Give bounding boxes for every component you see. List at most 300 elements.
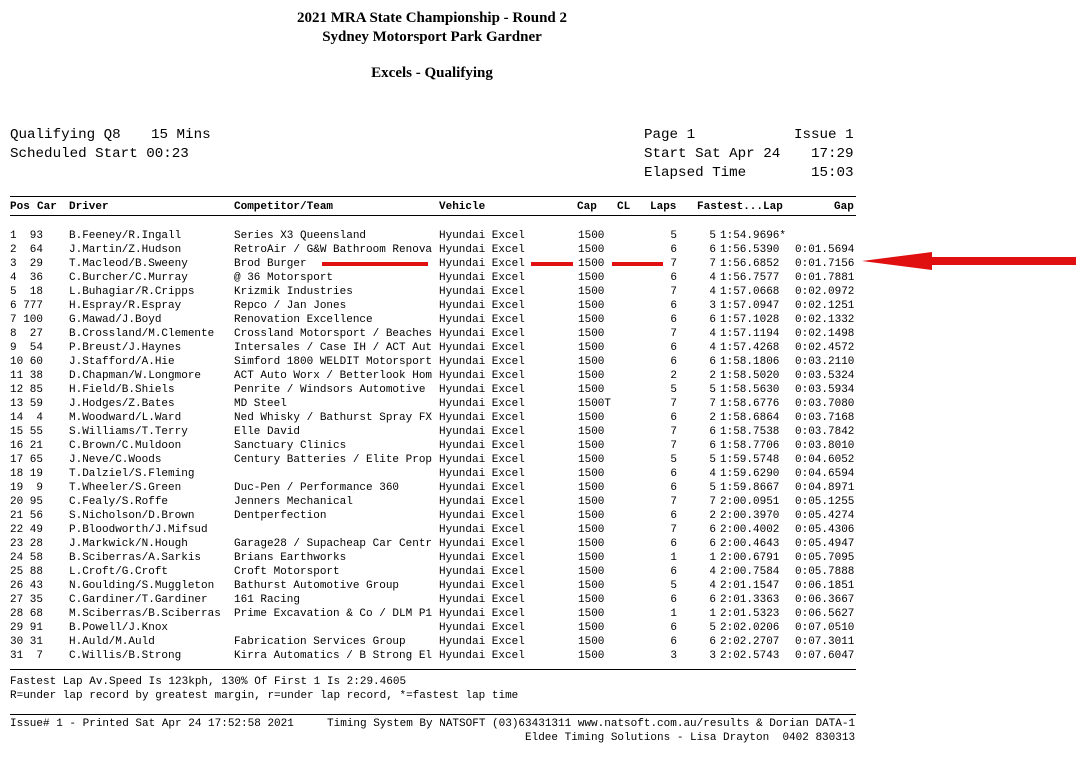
cell-laps: 7 <box>670 258 677 270</box>
cell-laps: 7 <box>670 398 677 410</box>
cell-team: Repco / Jan Jones <box>234 300 347 312</box>
cell-pos: 7 <box>10 314 17 326</box>
cell-team: Elle David <box>234 426 301 438</box>
cell-laps: 7 <box>670 440 677 452</box>
cell-fastest-time: 2:00.6791 <box>720 552 780 564</box>
cell-fastest-lap-number: 4 <box>709 468 716 480</box>
cell-cap: 1500 <box>578 552 605 564</box>
cell-car: 9 <box>36 482 43 494</box>
cell-car: 31 <box>29 636 43 648</box>
cell-fastest-time: 2:00.3970 <box>720 510 780 522</box>
cell-vehicle: Hyundai Excel <box>439 230 525 242</box>
cell-pos: 4 <box>10 272 17 284</box>
issue-number: Issue 1 <box>794 127 854 143</box>
col-fastest: Fastest...Lap <box>697 201 783 213</box>
footer-rule-bottom <box>10 714 856 715</box>
cell-fastest-time: 2:02.5743 <box>720 650 780 662</box>
cell-driver: C.Gardiner/T.Gardiner <box>69 594 208 606</box>
cell-car: 29 <box>29 258 43 270</box>
cell-laps: 7 <box>670 426 677 438</box>
cell-gap: 0:01.7881 <box>795 272 855 284</box>
cell-gap: 0:03.7842 <box>795 426 855 438</box>
cell-vehicle: Hyundai Excel <box>439 636 525 648</box>
cell-driver: J.Markwick/N.Hough <box>69 538 188 550</box>
cell-car: 27 <box>29 328 43 340</box>
cell-driver: T.Macleod/B.Sweeny <box>69 258 188 270</box>
cell-team: Simford 1800 WELDIT Motorsport <box>234 356 433 368</box>
venue-title: Sydney Motorsport Park Gardner <box>322 29 542 45</box>
cell-team: Series X3 Queensland <box>234 230 367 242</box>
cell-fastest-lap-number: 3 <box>709 650 716 662</box>
cell-team: Croft Motorsport <box>234 566 340 578</box>
cell-car: 91 <box>29 622 43 634</box>
cell-car: 60 <box>29 356 43 368</box>
cell-car: 21 <box>29 440 43 452</box>
cell-gap: 0:06.3667 <box>795 594 855 606</box>
cell-fastest-time: 1:54.9696* <box>720 230 787 242</box>
cell-cap: 1500 <box>578 440 605 452</box>
cell-cap: 1500 <box>578 356 605 368</box>
cell-vehicle: Hyundai Excel <box>439 608 525 620</box>
cell-fastest-time: 1:56.7577 <box>720 272 780 284</box>
col-car: Car <box>37 201 57 213</box>
cell-laps: 6 <box>670 566 677 578</box>
cell-car: 36 <box>29 272 43 284</box>
cell-driver: S.Nicholson/D.Brown <box>69 510 195 522</box>
cell-cap: 1500 <box>578 300 605 312</box>
cell-cap: 1500 <box>578 272 605 284</box>
cell-pos: 23 <box>10 538 24 550</box>
cell-laps: 1 <box>670 552 677 564</box>
cell-fastest-time: 2:00.4643 <box>720 538 780 550</box>
cell-gap: 0:03.5324 <box>795 370 855 382</box>
cell-laps: 7 <box>670 328 677 340</box>
session-name: Qualifying Q8 <box>10 127 121 143</box>
cell-team: Penrite / Windsors Automotive <box>234 384 426 396</box>
cell-gap: 0:05.4274 <box>795 510 855 522</box>
cell-cap: 1500 <box>578 566 605 578</box>
cell-cap: 1500 <box>578 384 605 396</box>
cell-car: 59 <box>29 398 43 410</box>
cell-driver: C.Fealy/S.Roffe <box>69 496 169 508</box>
col-gap: Gap <box>834 201 854 213</box>
cell-driver: T.Wheeler/S.Green <box>69 482 182 494</box>
cell-cap: 1500 <box>578 258 605 270</box>
cell-fastest-time: 1:58.7538 <box>720 426 780 438</box>
cell-team: 161 Racing <box>234 594 301 606</box>
cell-fastest-lap-number: 1 <box>709 608 716 620</box>
cell-vehicle: Hyundai Excel <box>439 398 525 410</box>
cell-driver: L.Croft/G.Croft <box>69 566 169 578</box>
cell-gap: 0:05.7095 <box>795 552 855 564</box>
cell-driver: C.Willis/B.Strong <box>69 650 182 662</box>
cell-laps: 3 <box>670 650 677 662</box>
cell-laps: 5 <box>670 454 677 466</box>
cell-pos: 25 <box>10 566 24 578</box>
cell-fastest-time: 1:56.6852 <box>720 258 780 270</box>
cell-gap: 0:06.5627 <box>795 608 855 620</box>
cell-cap: 1500 <box>578 482 605 494</box>
cell-pos: 26 <box>10 580 24 592</box>
cell-laps: 2 <box>670 370 677 382</box>
cell-team: MD Steel <box>234 398 287 410</box>
cell-laps: 6 <box>670 244 677 256</box>
cell-laps: 5 <box>670 230 677 242</box>
cell-pos: 17 <box>10 454 24 466</box>
cell-fastest-lap-number: 6 <box>709 538 716 550</box>
cell-team: Brians Earthworks <box>234 552 347 564</box>
cell-pos: 5 <box>10 286 17 298</box>
cell-gap: 0:03.5934 <box>795 384 855 396</box>
cell-fastest-time: 1:58.5020 <box>720 370 780 382</box>
cell-vehicle: Hyundai Excel <box>439 300 525 312</box>
cell-pos: 24 <box>10 552 24 564</box>
cell-cap: 1500 <box>578 524 605 536</box>
cell-driver: B.Feeney/R.Ingall <box>69 230 182 242</box>
cell-car: 95 <box>29 496 43 508</box>
cell-fastest-time: 1:58.1806 <box>720 356 780 368</box>
cell-cap: 1500 <box>578 328 605 340</box>
cell-fastest-time: 2:01.5323 <box>720 608 780 620</box>
cell-gap: 0:03.2110 <box>795 356 855 368</box>
cell-laps: 6 <box>670 314 677 326</box>
session-title: Excels - Qualifying <box>371 65 493 81</box>
cell-car: 55 <box>29 426 43 438</box>
cell-fastest-lap-number: 7 <box>709 398 716 410</box>
cell-fastest-lap-number: 5 <box>709 482 716 494</box>
cell-fastest-time: 1:56.5390 <box>720 244 780 256</box>
cell-pos: 16 <box>10 440 24 452</box>
cell-cap: 1500 <box>578 468 605 480</box>
cell-gap: 0:03.8010 <box>795 440 855 452</box>
cell-fastest-time: 2:00.0951 <box>720 496 780 508</box>
cell-fastest-lap-number: 2 <box>709 370 716 382</box>
cell-fastest-lap-number: 4 <box>709 328 716 340</box>
highlight-bar-vehicle <box>531 262 573 266</box>
cell-cap: 1500 <box>578 244 605 256</box>
cell-driver: H.Espray/R.Espray <box>69 300 182 312</box>
cell-vehicle: Hyundai Excel <box>439 580 525 592</box>
cell-team: Intersales / Case IH / ACT Aut <box>234 342 433 354</box>
cell-laps: 1 <box>670 608 677 620</box>
cell-driver: C.Brown/C.Muldoon <box>69 440 182 452</box>
cell-vehicle: Hyundai Excel <box>439 272 525 284</box>
cell-fastest-time: 1:59.5748 <box>720 454 780 466</box>
cell-vehicle: Hyundai Excel <box>439 244 525 256</box>
cell-cap: 1500 <box>578 594 605 606</box>
cell-cap: 1500 <box>578 510 605 522</box>
cell-laps: 6 <box>670 636 677 648</box>
cell-fastest-time: 1:57.4268 <box>720 342 780 354</box>
cell-car: 100 <box>23 314 43 326</box>
cell-fastest-lap-number: 6 <box>709 356 716 368</box>
cell-vehicle: Hyundai Excel <box>439 370 525 382</box>
cell-driver: H.Field/B.Shiels <box>69 384 175 396</box>
cell-cap: 1500 <box>578 538 605 550</box>
cell-team: Duc-Pen / Performance 360 <box>234 482 400 494</box>
cell-gap: 0:01.7156 <box>795 258 855 270</box>
col-driver: Driver <box>69 201 109 213</box>
cell-fastest-time: 1:57.0947 <box>720 300 780 312</box>
cell-gap: 0:02.1332 <box>795 314 855 326</box>
cell-driver: M.Woodward/L.Ward <box>69 412 182 424</box>
cell-fastest-lap-number: 2 <box>709 412 716 424</box>
cell-fastest-lap-number: 6 <box>709 524 716 536</box>
cell-gap: 0:04.8971 <box>795 482 855 494</box>
cell-fastest-lap-number: 6 <box>709 314 716 326</box>
cell-laps: 6 <box>670 300 677 312</box>
cell-vehicle: Hyundai Excel <box>439 286 525 298</box>
cell-fastest-lap-number: 6 <box>709 426 716 438</box>
cell-pos: 10 <box>10 356 24 368</box>
cell-car: 4 <box>36 412 43 424</box>
cell-team: @ 36 Motorsport <box>234 272 334 284</box>
results-title: 2021 MRA State Championship - Round 2 <box>296 10 568 26</box>
cell-driver: P.Bloodworth/J.Mifsud <box>69 524 208 536</box>
cell-fastest-time: 1:57.0668 <box>720 286 780 298</box>
cell-driver: B.Sciberras/A.Sarkis <box>69 552 202 564</box>
cell-laps: 6 <box>670 356 677 368</box>
cell-vehicle: Hyundai Excel <box>439 328 525 340</box>
col-vehicle: Vehicle <box>439 201 486 213</box>
cell-driver: P.Breust/J.Haynes <box>69 342 182 354</box>
cell-pos: 27 <box>10 594 24 606</box>
cell-laps: 7 <box>670 524 677 536</box>
cell-vehicle: Hyundai Excel <box>439 622 525 634</box>
cell-pos: 20 <box>10 496 24 508</box>
cell-pos: 9 <box>10 342 17 354</box>
cell-gap: 0:02.4572 <box>795 342 855 354</box>
cell-cap: 1500 <box>578 412 605 424</box>
cell-vehicle: Hyundai Excel <box>439 314 525 326</box>
cell-car: 43 <box>29 580 43 592</box>
cell-vehicle: Hyundai Excel <box>439 384 525 396</box>
cell-driver: N.Goulding/S.Muggleton <box>69 580 215 592</box>
cell-cap: 1500 <box>578 580 605 592</box>
cell-vehicle: Hyundai Excel <box>439 482 525 494</box>
cell-vehicle: Hyundai Excel <box>439 538 525 550</box>
cell-car: 93 <box>29 230 43 242</box>
cell-fastest-lap-number: 6 <box>709 636 716 648</box>
cell-fastest-time: 1:58.6864 <box>720 412 780 424</box>
cell-driver: B.Powell/J.Knox <box>69 622 169 634</box>
cell-driver: D.Chapman/W.Longmore <box>69 370 202 382</box>
cell-cap: 1500 <box>578 230 605 242</box>
cell-car: 64 <box>29 244 43 256</box>
timing-system-info: Timing System By NATSOFT (03)63431311 www.natsoft.com.au/results & Dorian DATA-1 <box>327 718 856 730</box>
cell-cap: 1500 <box>578 636 605 648</box>
cell-laps: 6 <box>670 622 677 634</box>
cell-gap: 0:05.7888 <box>795 566 855 578</box>
cell-gap: 0:04.6052 <box>795 454 855 466</box>
cell-fastest-time: 2:02.2707 <box>720 636 780 648</box>
cell-fastest-time: 2:02.0206 <box>720 622 780 634</box>
cell-cap: 1500 <box>578 454 605 466</box>
cell-fastest-time: 2:00.7584 <box>720 566 780 578</box>
cell-car: 7 <box>36 650 43 662</box>
cell-vehicle: Hyundai Excel <box>439 426 525 438</box>
cell-car: 88 <box>29 566 43 578</box>
cell-team: Ned Whisky / Bathurst Spray FX <box>234 412 433 424</box>
cell-pos: 14 <box>10 412 24 424</box>
cell-team: Renovation Excellence <box>234 314 373 326</box>
cell-team: Dentperfection <box>234 510 327 522</box>
cell-fastest-time: 1:59.8667 <box>720 482 780 494</box>
cell-fastest-lap-number: 2 <box>709 510 716 522</box>
cell-fastest-lap-number: 5 <box>709 230 716 242</box>
cell-gap: 0:03.7080 <box>795 398 855 410</box>
cell-pos: 15 <box>10 426 24 438</box>
cell-vehicle: Hyundai Excel <box>439 468 525 480</box>
cell-team: Fabrication Services Group <box>234 636 406 648</box>
cell-fastest-lap-number: 4 <box>709 566 716 578</box>
cell-vehicle: Hyundai Excel <box>439 440 525 452</box>
cell-fastest-lap-number: 5 <box>709 622 716 634</box>
cell-driver: S.Williams/T.Terry <box>69 426 188 438</box>
cell-fastest-time: 2:01.3363 <box>720 594 780 606</box>
table-rule <box>10 215 856 216</box>
cell-laps: 6 <box>670 510 677 522</box>
cell-pos: 31 <box>10 650 24 662</box>
cell-laps: 6 <box>670 482 677 494</box>
cell-car: 777 <box>23 300 43 312</box>
highlight-bar-team <box>322 262 428 266</box>
cell-driver: J.Martin/Z.Hudson <box>69 244 182 256</box>
cell-gap: 0:02.1251 <box>795 300 855 312</box>
cell-car: 19 <box>29 468 43 480</box>
cell-cap: 1500 <box>578 426 605 438</box>
cell-driver: J.Stafford/A.Hie <box>69 356 175 368</box>
cell-car: 49 <box>29 524 43 536</box>
cell-laps: 7 <box>670 496 677 508</box>
cell-vehicle: Hyundai Excel <box>439 594 525 606</box>
cell-gap: 0:04.6594 <box>795 468 855 480</box>
cell-vehicle: Hyundai Excel <box>439 496 525 508</box>
cell-cap: 1500 <box>578 286 605 298</box>
cell-fastest-lap-number: 6 <box>709 594 716 606</box>
cell-fastest-lap-number: 5 <box>709 454 716 466</box>
cell-laps: 6 <box>670 342 677 354</box>
cell-car: 65 <box>29 454 43 466</box>
cell-cap: 1500 <box>578 496 605 508</box>
cell-cap: 1500 <box>578 650 605 662</box>
cell-fastest-time: 1:59.6290 <box>720 468 780 480</box>
cell-pos: 3 <box>10 258 17 270</box>
cell-pos: 1 <box>10 230 17 242</box>
cell-driver: C.Burcher/C.Murray <box>69 272 188 284</box>
cell-fastest-lap-number: 4 <box>709 286 716 298</box>
cell-fastest-lap-number: 6 <box>709 244 716 256</box>
cell-pos: 28 <box>10 608 24 620</box>
cell-driver: H.Auld/M.Auld <box>69 636 155 648</box>
cell-driver: M.Sciberras/B.Sciberras <box>69 608 221 620</box>
scheduled-start: Scheduled Start 00:23 <box>10 146 189 162</box>
cell-cap: 1500 <box>578 342 605 354</box>
cell-vehicle: Hyundai Excel <box>439 566 525 578</box>
elapsed-time: 15:03 <box>811 165 854 181</box>
cell-pos: 29 <box>10 622 24 634</box>
cell-pos: 19 <box>10 482 24 494</box>
cell-car: 38 <box>29 370 43 382</box>
cell-cap: 1500 <box>578 314 605 326</box>
col-pos: Pos <box>10 201 30 213</box>
elapsed-label: Elapsed Time <box>644 165 747 181</box>
col-cap: Cap <box>577 201 597 213</box>
cell-team: Sanctuary Clinics <box>234 440 347 452</box>
cell-driver: L.Buhagiar/R.Cripps <box>69 286 195 298</box>
cell-fastest-lap-number: 4 <box>709 342 716 354</box>
cell-gap: 0:05.4306 <box>795 524 855 536</box>
cell-vehicle: Hyundai Excel <box>439 552 525 564</box>
cell-vehicle: Hyundai Excel <box>439 510 525 522</box>
footer-rule-top <box>10 669 856 670</box>
cell-gap: 0:05.1255 <box>795 496 855 508</box>
cell-gap: 0:07.0510 <box>795 622 855 634</box>
fastest-lap-note: Fastest Lap Av.Speed Is 123kph, 130% Of First 1 Is 2:29.4605 <box>10 676 407 688</box>
page-number: Page 1 <box>644 127 696 143</box>
cell-team: RetroAir / G&W Bathroom Renova <box>234 244 433 256</box>
cell-team: Krizmik Industries <box>234 286 353 298</box>
cell-gap: 0:05.4947 <box>795 538 855 550</box>
cell-pos: 22 <box>10 524 24 536</box>
cell-pos: 30 <box>10 636 24 648</box>
cell-fastest-lap-number: 7 <box>709 258 716 270</box>
cell-car: 56 <box>29 510 43 522</box>
cell-vehicle: Hyundai Excel <box>439 356 525 368</box>
cell-fastest-lap-number: 7 <box>709 496 716 508</box>
cell-gap: 0:06.1851 <box>795 580 855 592</box>
cell-fastest-time: 2:00.4002 <box>720 524 780 536</box>
cell-fastest-lap-number: 1 <box>709 552 716 564</box>
start-date: Start Sat Apr 24 <box>644 146 781 162</box>
cell-car: 68 <box>29 608 43 620</box>
cell-driver: T.Dalziel/S.Fleming <box>69 468 195 480</box>
cell-fastest-time: 1:58.6776 <box>720 398 780 410</box>
cell-laps: 6 <box>670 468 677 480</box>
cell-laps: 6 <box>670 272 677 284</box>
cell-driver: J.Neve/C.Woods <box>69 454 162 466</box>
cell-fastest-time: 1:58.7706 <box>720 440 780 452</box>
cell-laps: 5 <box>670 384 677 396</box>
cell-car: 54 <box>29 342 43 354</box>
cell-gap: 0:02.0972 <box>795 286 855 298</box>
cell-fastest-lap-number: 4 <box>709 272 716 284</box>
cell-driver: G.Mawad/J.Boyd <box>69 314 162 326</box>
col-cl: CL <box>617 201 631 213</box>
cell-fastest-time: 2:01.1547 <box>720 580 780 592</box>
highlight-arrow-icon <box>862 250 1078 272</box>
cell-team: Bathurst Automotive Group <box>234 580 400 592</box>
cell-team: Century Batteries / Elite Prop <box>234 454 433 466</box>
cell-laps: 6 <box>670 412 677 424</box>
printed-info: Issue# 1 - Printed Sat Apr 24 17:52:58 2021 <box>10 718 294 730</box>
cell-fastest-lap-number: 5 <box>709 384 716 396</box>
cell-team: Kirra Automatics / B Strong El <box>234 650 433 662</box>
cell-pos: 13 <box>10 398 24 410</box>
cell-team: Crossland Motorsport / Beaches <box>234 328 433 340</box>
cell-fastest-lap-number: 3 <box>709 300 716 312</box>
cell-car: 28 <box>29 538 43 550</box>
cell-vehicle: Hyundai Excel <box>439 258 525 270</box>
cell-team: ACT Auto Worx / Betterlook Hom <box>234 370 433 382</box>
cell-laps: 5 <box>670 580 677 592</box>
cell-team: Prime Excavation & Co / DLM P1 <box>234 608 433 620</box>
legend-note: R=under lap record by greatest margin, r=under lap record, *=fastest lap time <box>10 690 519 702</box>
session-duration: 15 Mins <box>151 127 211 143</box>
cell-vehicle: Hyundai Excel <box>439 412 525 424</box>
col-laps: Laps <box>650 201 677 213</box>
cell-pos: 11 <box>10 370 24 382</box>
